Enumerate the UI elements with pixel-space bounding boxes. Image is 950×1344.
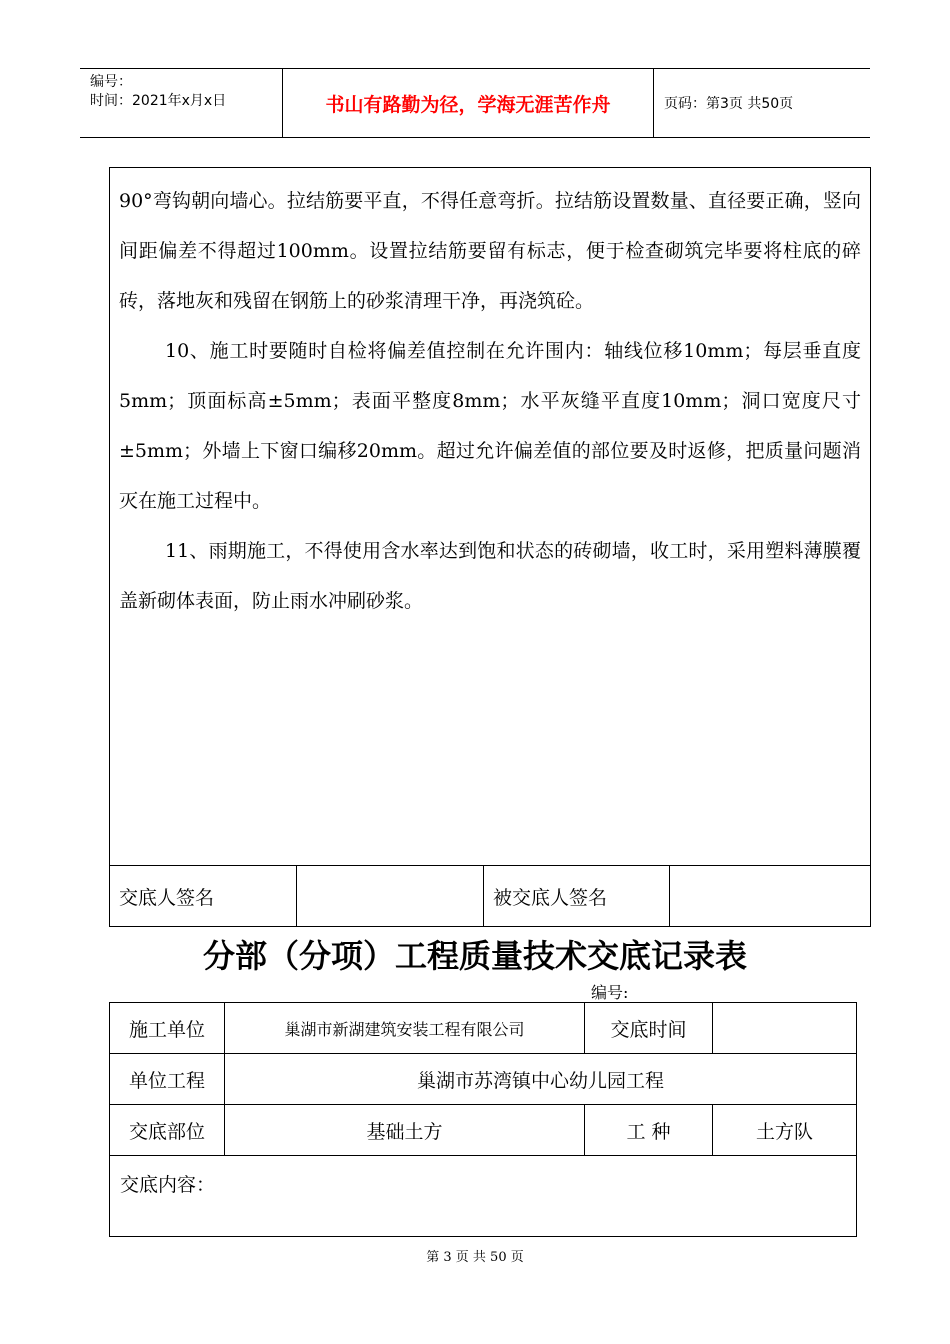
- continued-content-box: [109, 167, 871, 927]
- form-number-label: 编号:: [591, 983, 629, 1002]
- disclosure-form-table: [109, 1002, 857, 1237]
- page-footer: 第 3 页 共 50 页: [426, 1250, 524, 1265]
- construction-unit-value: 巢湖市新湖建筑安装工程有限公司: [225, 1003, 585, 1053]
- work-type-value: 土方队: [755, 1120, 813, 1143]
- unit-project-value: 巢湖市苏湾镇中心幼儿园工程: [416, 1069, 664, 1092]
- header-page-number: 页码：第3页 共50页: [664, 96, 794, 112]
- discloser-signature-label: 交底人签名: [110, 866, 297, 927]
- disclosure-part-value: 基础土方: [225, 1105, 585, 1155]
- table-row: [110, 1054, 856, 1105]
- table-row: [110, 1003, 856, 1054]
- construction-unit-label: 施工单位: [110, 1003, 225, 1053]
- disclosure-content-label: 交底内容：: [120, 1174, 216, 1196]
- content-paragraph: 10、施工时要随时自检将偏差值控制在允许围内：轴线位移10mm；每层垂直度5mm；顶面标高±5mm；表面平整度8mm；水平灰缝平直度10mm；洞口宽度尺寸±5mm；外墙上下窗口编移20mm。超过允许偏差值的部位要及时返修，把质量问题消灭在施工过程中。: [119, 340, 861, 512]
- table-row: [110, 1156, 856, 1236]
- document-time: 时间：2021年x月x日: [90, 93, 227, 109]
- signature-row: [110, 865, 870, 927]
- table-row: [110, 1105, 856, 1156]
- document-number-label: 编号：: [90, 74, 132, 90]
- unit-project-label: 单位工程: [110, 1054, 225, 1104]
- page-header: [80, 68, 870, 138]
- discloser-signature-field[interactable]: [297, 866, 484, 927]
- receiver-signature-field[interactable]: [670, 866, 870, 927]
- work-type-label: 工 种: [585, 1105, 713, 1155]
- disclosure-part-label: 交底部位: [110, 1105, 225, 1155]
- receiver-signature-label: 被交底人签名: [484, 866, 670, 927]
- content-paragraph: 11、雨期施工，不得使用含水率达到饱和状态的砖砌墙，收工时，采用塑料薄膜覆盖新砌体表面，防止雨水冲刷砂浆。: [119, 540, 861, 612]
- header-meta: [80, 69, 283, 137]
- disclosure-time-field[interactable]: [713, 1003, 856, 1053]
- header-motto: 书山有路勤为径，学海无涯苦作舟: [283, 69, 654, 137]
- content-body: [119, 176, 861, 626]
- content-paragraph: 90°弯钩朝向墙心。拉结筋要平直，不得任意弯折。拉结筋设置数量、直径要正确，竖向间距偏差不得超过100mm。设置拉结筋要留有标志，便于检查砌筑完毕要将柱底的碎砖，落地灰和残留在钢筋上的砂浆清理干净，再浇筑砼。: [119, 190, 861, 312]
- disclosure-time-label: 交底时间: [585, 1003, 713, 1053]
- form-title: 分部（分项）工程质量技术交底记录表: [202, 937, 747, 975]
